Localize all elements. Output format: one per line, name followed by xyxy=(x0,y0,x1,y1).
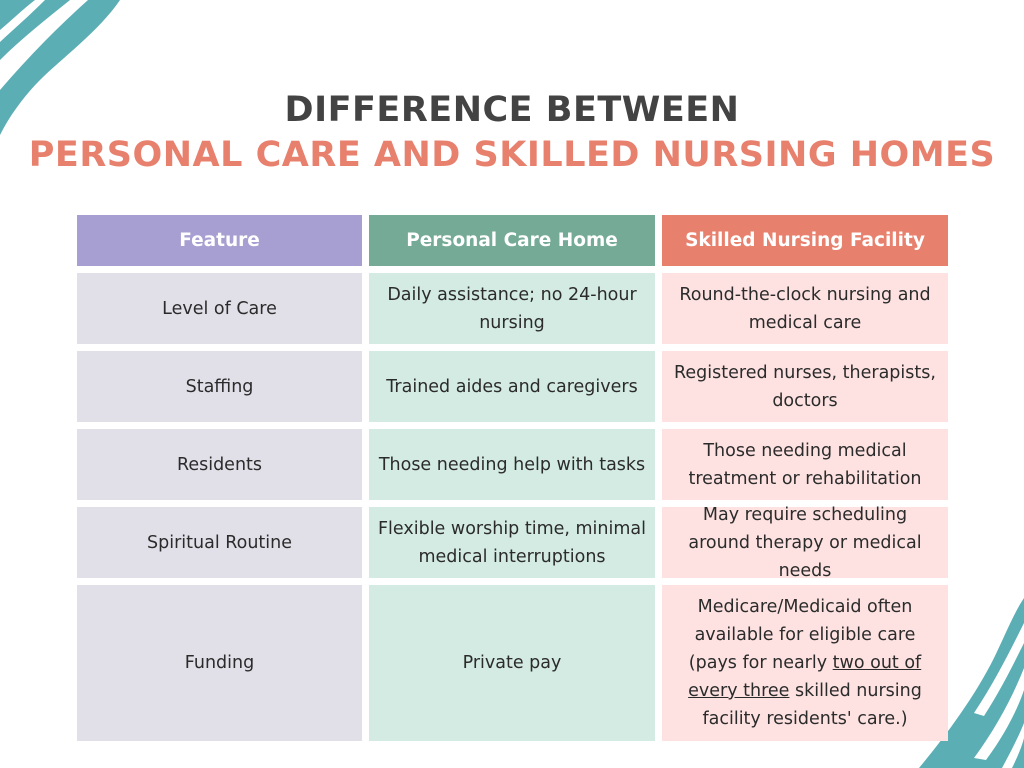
statistic-link[interactable]: two out of every three xyxy=(688,653,922,701)
header-skilled-nursing-facility: Skilled Nursing Facility xyxy=(662,215,948,266)
funding-text-after: skilled nursing facility residents' care.) xyxy=(702,681,922,729)
row-skilled-funding xyxy=(662,585,948,741)
title-line-1: DIFFERENCE BETWEEN xyxy=(284,90,740,130)
header-feature: Feature xyxy=(77,215,362,266)
row-personal-level-of-care: Daily assistance; no 24-hour nursing xyxy=(369,273,655,344)
row-skilled-spiritual-routine: May require scheduling around therapy or medical needs xyxy=(662,507,948,578)
row-personal-staffing: Trained aides and caregivers xyxy=(369,351,655,422)
row-feature-funding: Funding xyxy=(77,585,362,741)
comparison-table xyxy=(77,215,948,741)
row-feature-level-of-care: Level of Care xyxy=(77,273,362,344)
row-skilled-residents: Those needing medical treatment or rehabilitation xyxy=(662,429,948,500)
row-feature-residents: Residents xyxy=(77,429,362,500)
row-feature-staffing: Staffing xyxy=(77,351,362,422)
row-feature-spiritual-routine: Spiritual Routine xyxy=(77,507,362,578)
funding-text-before: Medicare/Medicaid often available for eligible care (pays for nearly xyxy=(688,597,916,673)
skilled-funding-text xyxy=(670,593,940,733)
row-skilled-staffing: Registered nurses, therapists, doctors xyxy=(662,351,948,422)
row-personal-funding: Private pay xyxy=(369,585,655,741)
row-skilled-level-of-care: Round-the-clock nursing and medical care xyxy=(662,273,948,344)
header-personal-care-home: Personal Care Home xyxy=(369,215,655,266)
title-line-2: PERSONAL CARE AND SKILLED NURSING HOMES xyxy=(28,135,996,175)
row-personal-residents: Those needing help with tasks xyxy=(369,429,655,500)
row-personal-spiritual-routine: Flexible worship time, minimal medical interruptions xyxy=(369,507,655,578)
